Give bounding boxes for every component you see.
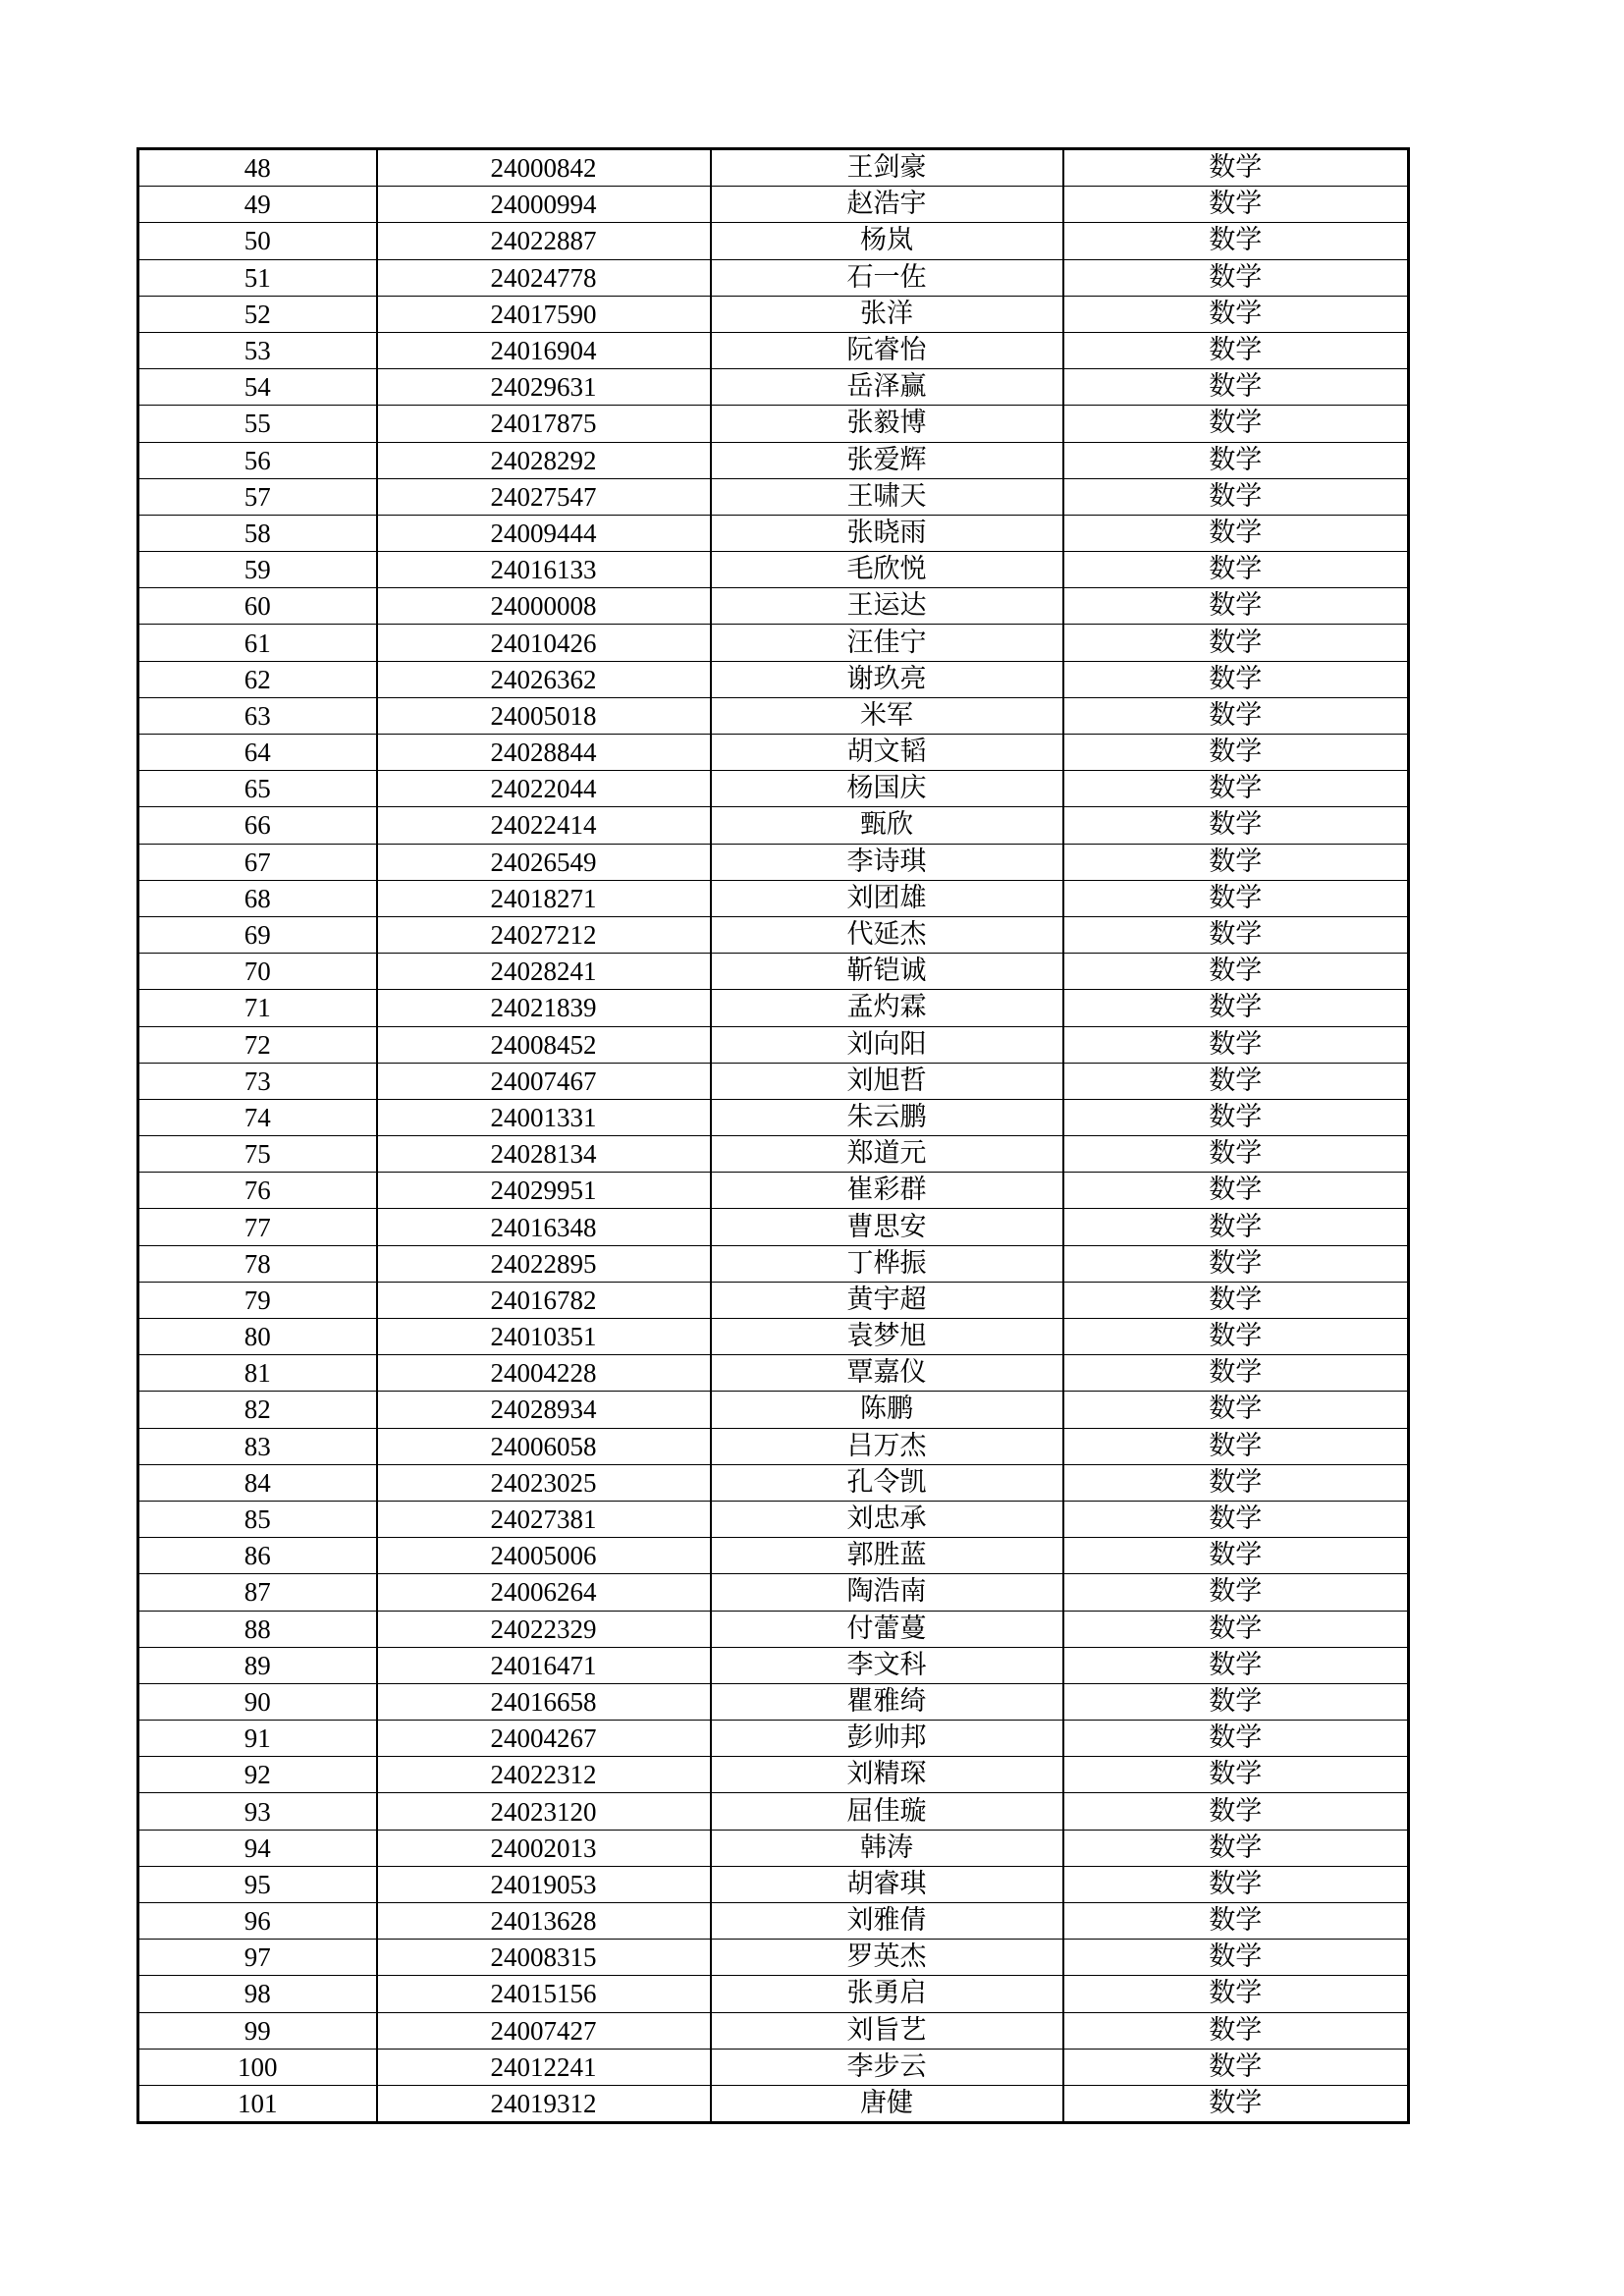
student-id-cell: 24022895 [377,1245,711,1282]
table-row [138,625,1409,661]
student-id-cell: 24010351 [377,1319,711,1355]
row-number-cell: 62 [138,661,377,697]
student-name-cell: 张爱辉 [711,442,1063,478]
table-row [138,1903,1409,1940]
row-number-cell: 74 [138,1099,377,1135]
table-row [138,735,1409,771]
student-id-cell: 24007467 [377,1063,711,1099]
student-id-cell: 24000842 [377,149,711,187]
table-row [138,1721,1409,1757]
student-id-cell: 24009444 [377,515,711,551]
table-row [138,771,1409,807]
student-id-cell: 24028292 [377,442,711,478]
row-number-cell: 90 [138,1683,377,1720]
student-id-cell: 24028844 [377,735,711,771]
subject-cell: 数学 [1063,954,1409,990]
student-id-cell: 24004267 [377,1721,711,1757]
student-id-cell: 24022312 [377,1757,711,1793]
table-row [138,916,1409,953]
row-number-cell: 60 [138,588,377,625]
table-row [138,1866,1409,1902]
subject-cell: 数学 [1063,1026,1409,1063]
row-number-cell: 64 [138,735,377,771]
student-name-cell: 陶浩南 [711,1574,1063,1611]
subject-cell: 数学 [1063,771,1409,807]
subject-cell: 数学 [1063,625,1409,661]
row-number-cell: 94 [138,1830,377,1866]
student-name-cell: 瞿雅绮 [711,1683,1063,1720]
student-name-cell: 付蕾蔓 [711,1611,1063,1647]
student-name-cell: 郭胜蓝 [711,1538,1063,1574]
subject-cell: 数学 [1063,1282,1409,1318]
row-number-cell: 73 [138,1063,377,1099]
student-name-cell: 靳铠诚 [711,954,1063,990]
row-number-cell: 61 [138,625,377,661]
subject-cell: 数学 [1063,2012,1409,2049]
student-name-cell: 赵浩宇 [711,187,1063,223]
table-row [138,515,1409,551]
subject-cell: 数学 [1063,916,1409,953]
table-row [138,1428,1409,1464]
table-row [138,296,1409,332]
student-name-cell: 刘向阳 [711,1026,1063,1063]
table-row [138,369,1409,406]
row-number-cell: 88 [138,1611,377,1647]
student-name-cell: 石一佐 [711,259,1063,296]
row-number-cell: 101 [138,2085,377,2122]
subject-cell: 数学 [1063,1647,1409,1683]
row-number-cell: 68 [138,880,377,916]
student-id-cell: 24027381 [377,1501,711,1537]
subject-cell: 数学 [1063,661,1409,697]
student-name-cell: 王剑豪 [711,149,1063,187]
student-name-cell: 代延杰 [711,916,1063,953]
row-number-cell: 65 [138,771,377,807]
student-name-cell: 张洋 [711,296,1063,332]
subject-cell: 数学 [1063,1209,1409,1245]
row-number-cell: 96 [138,1903,377,1940]
row-number-cell: 49 [138,187,377,223]
student-id-cell: 24022887 [377,223,711,259]
student-id-cell: 24026549 [377,844,711,880]
table-row [138,1173,1409,1209]
table-row [138,844,1409,880]
roster-body [138,149,1409,2123]
subject-cell: 数学 [1063,697,1409,734]
row-number-cell: 86 [138,1538,377,1574]
student-name-cell: 杨国庆 [711,771,1063,807]
student-name-cell: 毛欣悦 [711,552,1063,588]
student-id-cell: 24012241 [377,2049,711,2085]
row-number-cell: 70 [138,954,377,990]
student-name-cell: 胡文韬 [711,735,1063,771]
student-id-cell: 24026362 [377,661,711,697]
table-row [138,1940,1409,1976]
table-row [138,990,1409,1026]
student-name-cell: 罗英杰 [711,1940,1063,1976]
student-name-cell: 谢玖亮 [711,661,1063,697]
subject-cell: 数学 [1063,259,1409,296]
student-name-cell: 米军 [711,697,1063,734]
student-id-cell: 24015156 [377,1976,711,2012]
student-id-cell: 24016904 [377,332,711,368]
table-row [138,1574,1409,1611]
student-name-cell: 张勇启 [711,1976,1063,2012]
table-row [138,1464,1409,1501]
student-id-cell: 24000008 [377,588,711,625]
row-number-cell: 69 [138,916,377,953]
subject-cell: 数学 [1063,1245,1409,1282]
table-row [138,1757,1409,1793]
subject-cell: 数学 [1063,406,1409,442]
subject-cell: 数学 [1063,1319,1409,1355]
row-number-cell: 92 [138,1757,377,1793]
student-name-cell: 孔令凯 [711,1464,1063,1501]
subject-cell: 数学 [1063,990,1409,1026]
student-name-cell: 李文科 [711,1647,1063,1683]
table-row [138,1611,1409,1647]
student-name-cell: 刘忠承 [711,1501,1063,1537]
student-name-cell: 王啸天 [711,478,1063,515]
student-id-cell: 24005018 [377,697,711,734]
subject-cell: 数学 [1063,552,1409,588]
row-number-cell: 53 [138,332,377,368]
table-row [138,1282,1409,1318]
table-row [138,1319,1409,1355]
student-id-cell: 24028241 [377,954,711,990]
row-number-cell: 51 [138,259,377,296]
table-row [138,1355,1409,1392]
row-number-cell: 63 [138,697,377,734]
student-name-cell: 张毅博 [711,406,1063,442]
student-name-cell: 丁桦振 [711,1245,1063,1282]
row-number-cell: 79 [138,1282,377,1318]
student-id-cell: 24028934 [377,1392,711,1428]
row-number-cell: 58 [138,515,377,551]
student-id-cell: 24017875 [377,406,711,442]
student-id-cell: 24006264 [377,1574,711,1611]
row-number-cell: 54 [138,369,377,406]
student-id-cell: 24018271 [377,880,711,916]
student-id-cell: 24008452 [377,1026,711,1063]
student-name-cell: 唐健 [711,2085,1063,2122]
student-id-cell: 24022414 [377,807,711,844]
row-number-cell: 82 [138,1392,377,1428]
row-number-cell: 78 [138,1245,377,1282]
subject-cell: 数学 [1063,1501,1409,1537]
student-name-cell: 屈佳璇 [711,1793,1063,1830]
student-id-cell: 24019312 [377,2085,711,2122]
student-name-cell: 崔彩群 [711,1173,1063,1209]
row-number-cell: 57 [138,478,377,515]
subject-cell: 数学 [1063,1940,1409,1976]
subject-cell: 数学 [1063,1721,1409,1757]
subject-cell: 数学 [1063,1099,1409,1135]
row-number-cell: 99 [138,2012,377,2049]
student-name-cell: 杨岚 [711,223,1063,259]
subject-cell: 数学 [1063,1392,1409,1428]
row-number-cell: 100 [138,2049,377,2085]
student-name-cell: 张晓雨 [711,515,1063,551]
table-row [138,478,1409,515]
row-number-cell: 67 [138,844,377,880]
student-id-cell: 24028134 [377,1136,711,1173]
student-id-cell: 24021839 [377,990,711,1026]
table-row [138,1392,1409,1428]
student-id-cell: 24016658 [377,1683,711,1720]
table-row [138,2012,1409,2049]
student-name-cell: 刘旨艺 [711,2012,1063,2049]
subject-cell: 数学 [1063,588,1409,625]
row-number-cell: 95 [138,1866,377,1902]
subject-cell: 数学 [1063,1683,1409,1720]
table-row [138,1245,1409,1282]
table-row [138,2049,1409,2085]
table-row [138,1136,1409,1173]
student-name-cell: 阮睿怡 [711,332,1063,368]
table-row [138,187,1409,223]
subject-cell: 数学 [1063,1976,1409,2012]
row-number-cell: 89 [138,1647,377,1683]
student-name-cell: 曹思安 [711,1209,1063,1245]
subject-cell: 数学 [1063,1538,1409,1574]
student-id-cell: 24027547 [377,478,711,515]
row-number-cell: 93 [138,1793,377,1830]
table-row [138,1538,1409,1574]
student-id-cell: 24005006 [377,1538,711,1574]
student-id-cell: 24027212 [377,916,711,953]
table-row [138,1647,1409,1683]
student-name-cell: 黄宇超 [711,1282,1063,1318]
subject-cell: 数学 [1063,478,1409,515]
student-id-cell: 24006058 [377,1428,711,1464]
row-number-cell: 77 [138,1209,377,1245]
table-row [138,954,1409,990]
subject-cell: 数学 [1063,442,1409,478]
student-id-cell: 24007427 [377,2012,711,2049]
row-number-cell: 50 [138,223,377,259]
student-name-cell: 刘精琛 [711,1757,1063,1793]
table-row [138,552,1409,588]
row-number-cell: 71 [138,990,377,1026]
student-name-cell: 甄欣 [711,807,1063,844]
subject-cell: 数学 [1063,1793,1409,1830]
table-row [138,223,1409,259]
student-id-cell: 24016133 [377,552,711,588]
row-number-cell: 59 [138,552,377,588]
student-name-cell: 李诗琪 [711,844,1063,880]
row-number-cell: 56 [138,442,377,478]
table-row [138,332,1409,368]
student-name-cell: 岳泽赢 [711,369,1063,406]
student-roster-table [136,147,1410,2124]
table-row [138,697,1409,734]
student-id-cell: 24016471 [377,1647,711,1683]
subject-cell: 数学 [1063,1757,1409,1793]
subject-cell: 数学 [1063,1173,1409,1209]
subject-cell: 数学 [1063,2049,1409,2085]
student-id-cell: 24002013 [377,1830,711,1866]
student-name-cell: 吕万杰 [711,1428,1063,1464]
row-number-cell: 52 [138,296,377,332]
subject-cell: 数学 [1063,1830,1409,1866]
student-id-cell: 24004228 [377,1355,711,1392]
subject-cell: 数学 [1063,1428,1409,1464]
table-row [138,149,1409,187]
table-row [138,1026,1409,1063]
row-number-cell: 98 [138,1976,377,2012]
subject-cell: 数学 [1063,149,1409,187]
student-name-cell: 刘旭哲 [711,1063,1063,1099]
table-row [138,1099,1409,1135]
subject-cell: 数学 [1063,1464,1409,1501]
table-row [138,807,1409,844]
student-id-cell: 24010426 [377,625,711,661]
student-name-cell: 韩涛 [711,1830,1063,1866]
table-row [138,2085,1409,2122]
table-row [138,880,1409,916]
row-number-cell: 55 [138,406,377,442]
subject-cell: 数学 [1063,187,1409,223]
subject-cell: 数学 [1063,880,1409,916]
student-id-cell: 24016782 [377,1282,711,1318]
row-number-cell: 72 [138,1026,377,1063]
student-name-cell: 孟灼霖 [711,990,1063,1026]
student-id-cell: 24022329 [377,1611,711,1647]
row-number-cell: 84 [138,1464,377,1501]
student-name-cell: 李步云 [711,2049,1063,2085]
row-number-cell: 97 [138,1940,377,1976]
student-name-cell: 刘雅倩 [711,1903,1063,1940]
student-id-cell: 24029631 [377,369,711,406]
subject-cell: 数学 [1063,332,1409,368]
table-row [138,442,1409,478]
student-name-cell: 袁梦旭 [711,1319,1063,1355]
student-name-cell: 汪佳宁 [711,625,1063,661]
student-id-cell: 24029951 [377,1173,711,1209]
table-row [138,661,1409,697]
row-number-cell: 85 [138,1501,377,1537]
subject-cell: 数学 [1063,1355,1409,1392]
student-id-cell: 24023025 [377,1464,711,1501]
subject-cell: 数学 [1063,1136,1409,1173]
subject-cell: 数学 [1063,735,1409,771]
student-name-cell: 陈鹏 [711,1392,1063,1428]
student-id-cell: 24001331 [377,1099,711,1135]
student-id-cell: 24000994 [377,187,711,223]
student-name-cell: 彭帅邦 [711,1721,1063,1757]
student-id-cell: 24016348 [377,1209,711,1245]
subject-cell: 数学 [1063,296,1409,332]
subject-cell: 数学 [1063,1063,1409,1099]
student-id-cell: 24024778 [377,259,711,296]
subject-cell: 数学 [1063,1574,1409,1611]
subject-cell: 数学 [1063,1903,1409,1940]
row-number-cell: 81 [138,1355,377,1392]
row-number-cell: 83 [138,1428,377,1464]
subject-cell: 数学 [1063,844,1409,880]
student-name-cell: 胡睿琪 [711,1866,1063,1902]
table-row [138,1209,1409,1245]
subject-cell: 数学 [1063,1611,1409,1647]
student-name-cell: 王运达 [711,588,1063,625]
table-row [138,1683,1409,1720]
subject-cell: 数学 [1063,2085,1409,2122]
student-name-cell: 郑道元 [711,1136,1063,1173]
student-id-cell: 24017590 [377,296,711,332]
student-id-cell: 24022044 [377,771,711,807]
table-row [138,1976,1409,2012]
table-row [138,1830,1409,1866]
table-row [138,1793,1409,1830]
subject-cell: 数学 [1063,223,1409,259]
table-row [138,1501,1409,1537]
row-number-cell: 66 [138,807,377,844]
subject-cell: 数学 [1063,807,1409,844]
student-id-cell: 24008315 [377,1940,711,1976]
row-number-cell: 76 [138,1173,377,1209]
row-number-cell: 91 [138,1721,377,1757]
row-number-cell: 80 [138,1319,377,1355]
table-row [138,259,1409,296]
subject-cell: 数学 [1063,515,1409,551]
table-row [138,1063,1409,1099]
student-name-cell: 朱云鹏 [711,1099,1063,1135]
student-name-cell: 覃嘉仪 [711,1355,1063,1392]
student-id-cell: 24019053 [377,1866,711,1902]
subject-cell: 数学 [1063,369,1409,406]
row-number-cell: 87 [138,1574,377,1611]
table-row [138,406,1409,442]
student-name-cell: 刘团雄 [711,880,1063,916]
student-id-cell: 24013628 [377,1903,711,1940]
table-row [138,588,1409,625]
row-number-cell: 48 [138,149,377,187]
row-number-cell: 75 [138,1136,377,1173]
subject-cell: 数学 [1063,1866,1409,1902]
student-id-cell: 24023120 [377,1793,711,1830]
